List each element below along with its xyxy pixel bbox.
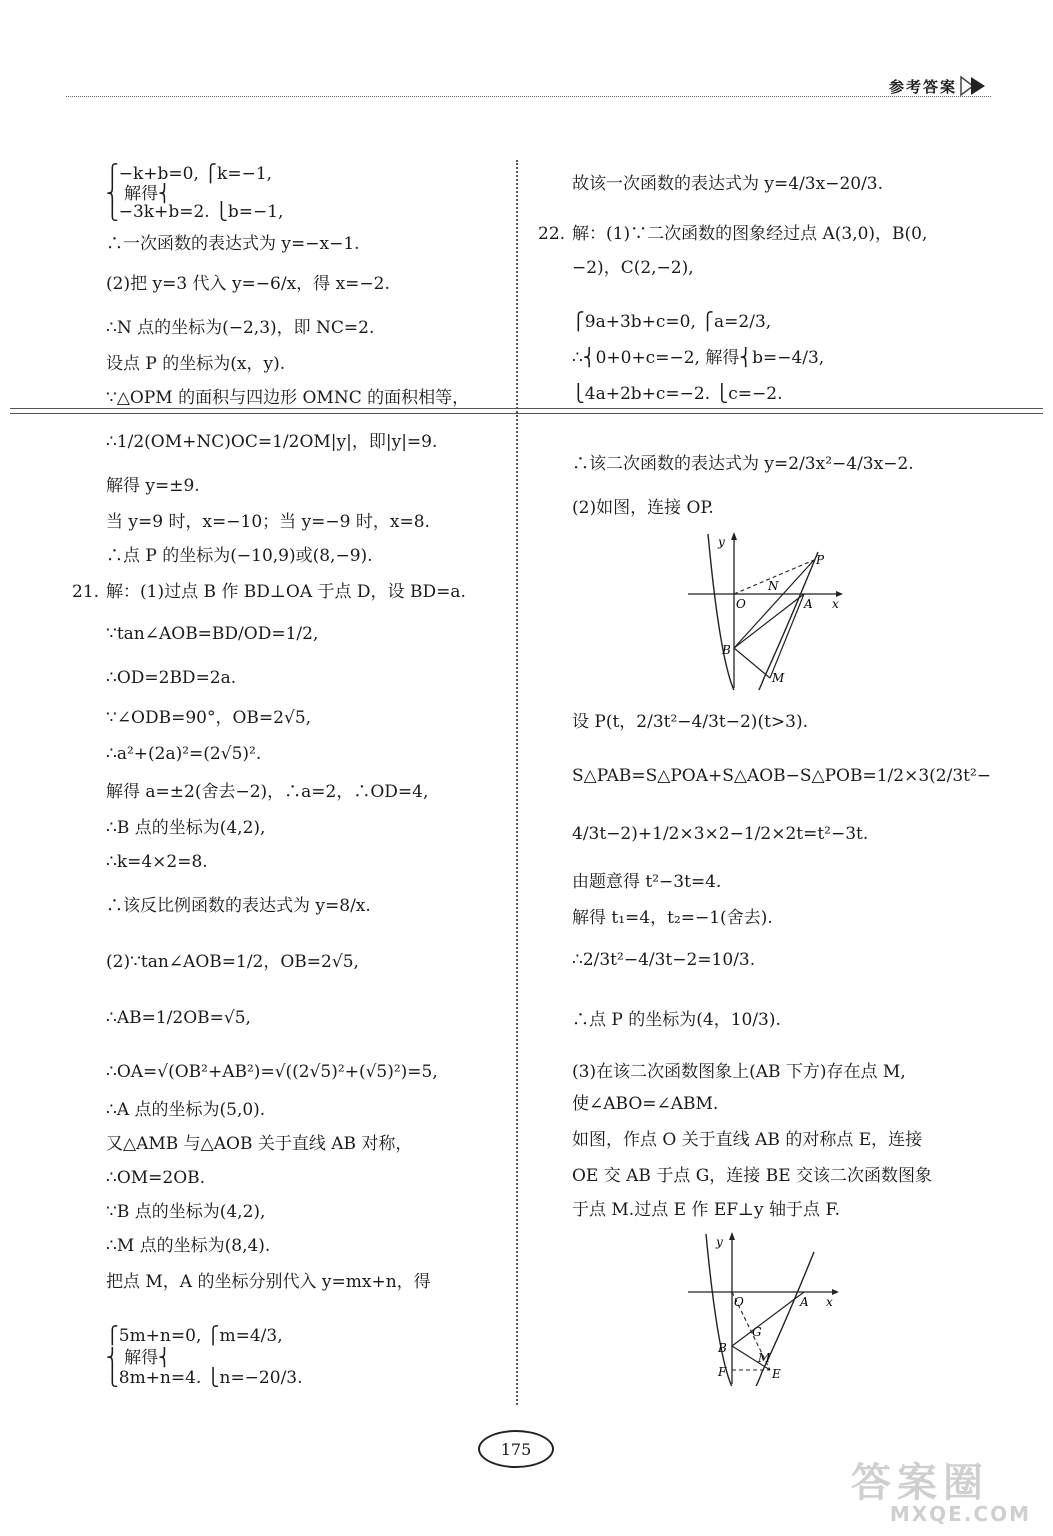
text-line: ∴一次函数的表达式为 y=−x−1. [106, 234, 360, 254]
text-line: 如图，作点 O 关于直线 AB 的对称点 E，连接 [572, 1130, 923, 1150]
fig2-label: F [718, 1365, 727, 1379]
fig2-label: O [734, 1295, 744, 1309]
fig1-label: P [816, 553, 825, 567]
fig1-label: M [772, 671, 785, 685]
text-line: S△PAB=S△POA+S△AOB−S△POB=1/2×3(2/3t²− [572, 766, 992, 786]
text-line: 设 P(t，2/3t²−4/3t−2)(t>3). [572, 712, 808, 732]
text-line: ∵∠ODB=90°，OB=2√5, [106, 708, 312, 728]
watermark-url: MXQE.COM [889, 1502, 1031, 1526]
text-line: ∴该反比例函数的表达式为 y=8/x. [106, 896, 371, 916]
text-line: ⎧−k+b=0, ⎧k=−1, [106, 164, 273, 184]
text-line: ⎧5m+n=0, ⎧m=4/3, [106, 1326, 283, 1346]
text-line: 解：(1)∵二次函数的图象经过点 A(3,0)，B(0, [572, 224, 928, 244]
page-fold-line [10, 408, 1043, 414]
watermark-logo: 答案圈 [851, 1460, 989, 1506]
header-arrows-icon [959, 74, 991, 98]
text-line: ∴⎨0+0+c=−2, 解得⎨b=−4/3, [572, 348, 825, 368]
text-line: ⎩−3k+b=2. ⎩b=−1, [106, 202, 284, 222]
text-line: ∴该二次函数的表达式为 y=2/3x²−4/3x−2. [572, 454, 914, 474]
fig2-label: E [772, 1367, 781, 1381]
text-line: ∴k=4×2=8. [106, 852, 208, 872]
text-line: 由题意得 t²−3t=4. [572, 872, 722, 892]
text-line: 故该一次函数的表达式为 y=4/3x−20/3. [572, 174, 884, 194]
page-number-text: 175 [500, 1439, 532, 1459]
fig2-label: B [718, 1341, 727, 1355]
text-line: (2)把 y=3 代入 y=−6/x，得 x=−2. [106, 274, 390, 294]
fig2-label: x [826, 1295, 833, 1309]
text-line: ⎨ 解得⎨ [106, 184, 171, 204]
text-line: ∴AB=1/2OB=√5, [106, 1008, 251, 1028]
text-line: (2)∵tan∠AOB=1/2，OB=2√5, [106, 952, 359, 972]
text-line: ∴N 点的坐标为(−2,3)，即 NC=2. [106, 318, 375, 338]
text-line: ∴B 点的坐标为(4,2), [106, 818, 266, 838]
text-line: ∴A 点的坐标为(5,0). [106, 1100, 266, 1120]
text-line: 当 y=9 时，x=−10；当 y=−9 时，x=8. [106, 512, 430, 532]
text-line: 解得 a=±2(舍去−2)，∴a=2，∴OD=4, [106, 782, 429, 802]
text-line: ∴OA=√(OB²+AB²)=√((2√5)²+(√5)²)=5, [106, 1062, 438, 1082]
page-number [478, 1430, 554, 1468]
text-line: ∴2/3t²−4/3t−2=10/3. [572, 950, 756, 970]
fig2-label: A [800, 1295, 809, 1309]
fig1-label: B [722, 643, 731, 657]
figure-2 [686, 1230, 846, 1386]
question-number-22: 22. [538, 224, 566, 244]
fig1-label: N [768, 579, 779, 593]
text-line: 4/3t−2)+1/2×3×2−1/2×2t=t²−3t. [572, 824, 869, 844]
text-line: 又△AMB 与△AOB 关于直线 AB 对称， [106, 1134, 413, 1154]
fig2-label: G [752, 1325, 762, 1339]
fig1-label: x [832, 597, 839, 611]
text-line: 设点 P 的坐标为(x，y). [106, 354, 286, 374]
text-line: (3)在该二次函数图象上(AB 下方)存在点 M, [572, 1062, 906, 1082]
text-line: ∴1/2(OM+NC)OC=1/2OM|y|，即|y|=9. [106, 432, 438, 452]
fig1-label: A [804, 597, 813, 611]
text-line: −2)，C(2,−2), [572, 258, 694, 278]
text-line: ⎩8m+n=4. ⎩n=−20/3. [106, 1368, 303, 1388]
text-line: ∴OD=2BD=2a. [106, 668, 237, 688]
text-line: ∴a²+(2a)²=(2√5)². [106, 744, 262, 764]
header-rule [66, 96, 991, 97]
text-line: 解：(1)过点 B 作 BD⊥OA 于点 D，设 BD=a. [106, 582, 466, 602]
text-line: ∵△OPM 的面积与四边形 OMNC 的面积相等， [106, 388, 470, 408]
text-line: ∴M 点的坐标为(8,4). [106, 1236, 271, 1256]
fig2-label: M [758, 1351, 771, 1365]
text-line: ∵B 点的坐标为(4,2), [106, 1202, 266, 1222]
figure-1 [686, 530, 846, 690]
question-number-21: 21. [72, 582, 100, 602]
text-line: 解得 t₁=4，t₂=−1(舍去). [572, 908, 773, 928]
text-line: 于点 M.过点 E 作 EF⊥y 轴于点 F. [572, 1200, 840, 1220]
text-line: 解得 y=±9. [106, 476, 200, 496]
header-label: 参考答案 [888, 78, 957, 96]
text-line: ∴OM=2OB. [106, 1168, 206, 1188]
fig2-label: y [716, 1235, 723, 1249]
text-line: ∴点 P 的坐标为(−10,9)或(8,−9). [106, 546, 373, 566]
text-line: 把点 M，A 的坐标分别代入 y=mx+n，得 [106, 1272, 431, 1292]
fig1-label: y [718, 535, 725, 549]
fig1-label: O [736, 597, 746, 611]
column-divider [516, 160, 518, 1405]
text-line: ∴点 P 的坐标为(4，10/3). [572, 1010, 781, 1030]
text-line: OE 交 AB 于点 G，连接 BE 交该二次函数图象 [572, 1166, 933, 1186]
watermark [851, 1462, 1031, 1526]
text-line: (2)如图，连接 OP. [572, 498, 714, 518]
text-line: ⎨ 解得⎨ [106, 1348, 171, 1368]
text-line: ⎧9a+3b+c=0, ⎧a=2/3, [572, 312, 772, 332]
text-line: ∵tan∠AOB=BD/OD=1/2, [106, 624, 319, 644]
text-line: 使∠ABO=∠ABM. [572, 1094, 719, 1114]
text-line: ⎩4a+2b+c=−2. ⎩c=−2. [572, 384, 783, 404]
